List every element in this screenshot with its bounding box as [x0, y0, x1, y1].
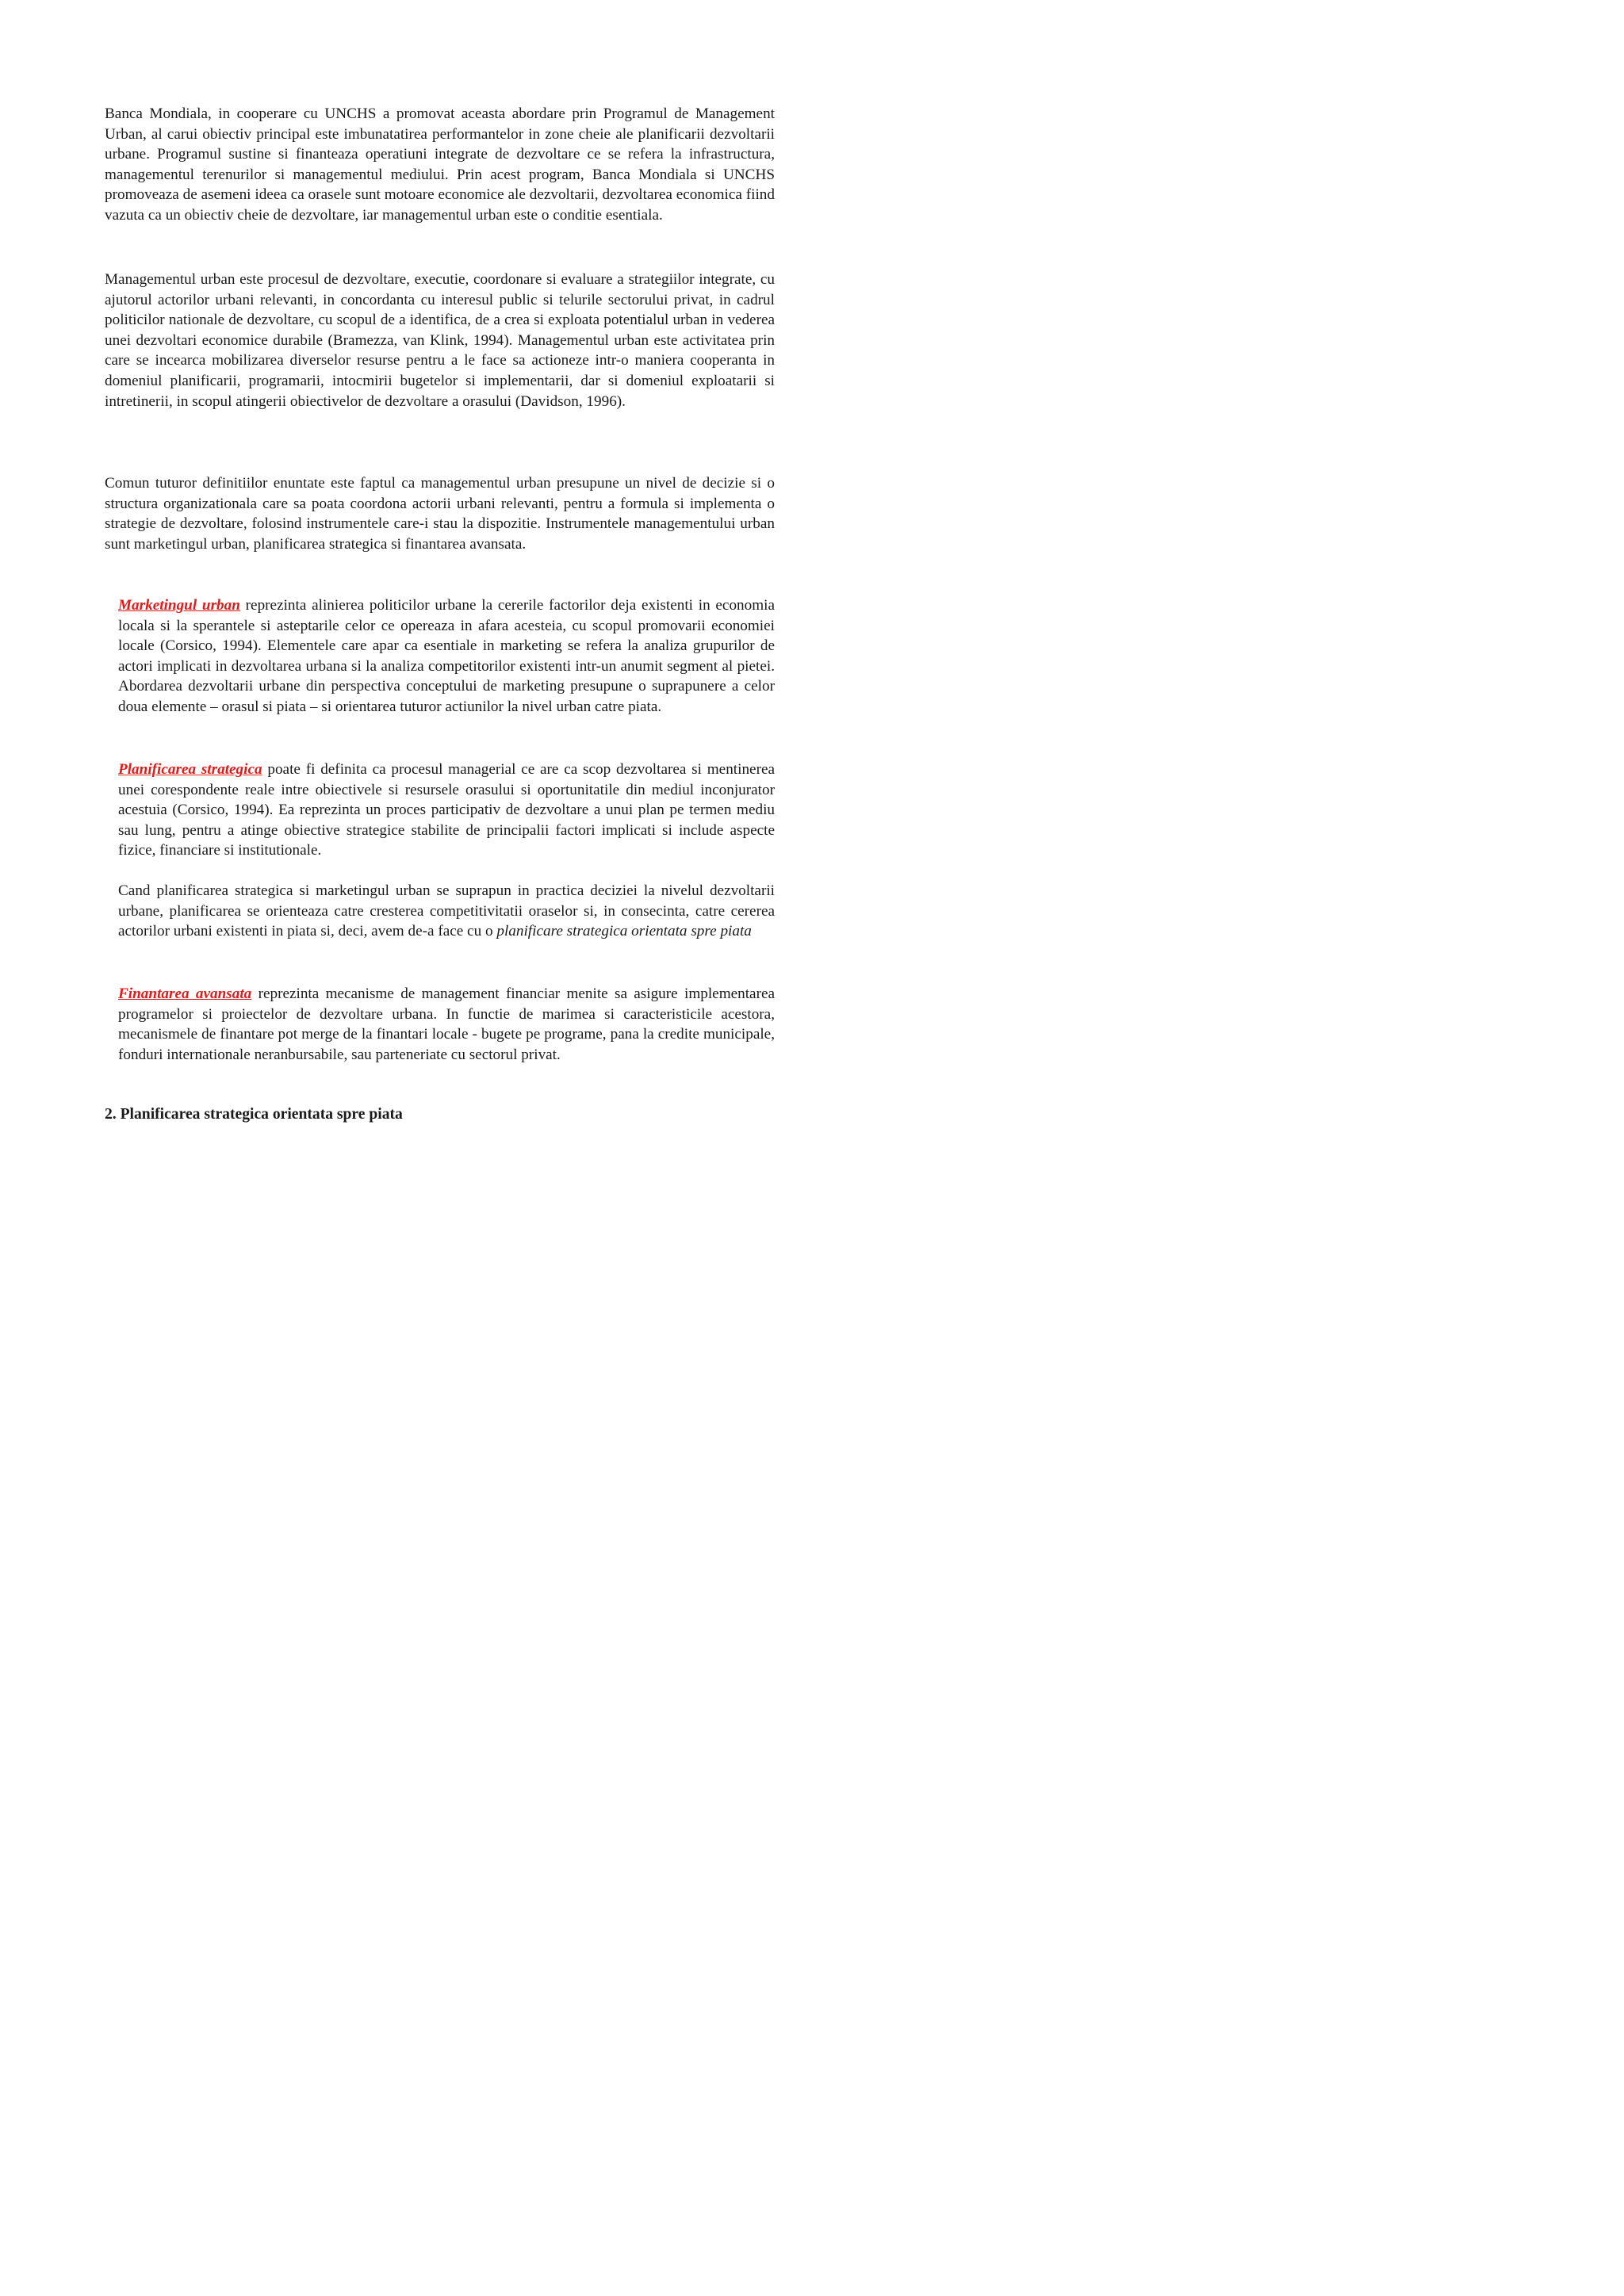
paragraph-cand-planificarea	[118, 881, 775, 942]
term-marketing-urban: Marketingul urban	[118, 597, 240, 614]
cand-planificarea-italic: planificare strategica orientata spre piata	[496, 923, 752, 940]
paragraph-marketing-urban	[118, 595, 775, 718]
paragraph-banca-mondiala: Banca Mondiala, in cooperare cu UNCHS a promovat aceasta abordare prin Programul de Management Urban, al carui obiectiv principal este imbunatatirea performantelor in zone cheie ale planificarii dezvoltarii urbane. Programul sustine si finanteaza operatiuni integrate de dezvoltare ce se refera la infrastructura, managementul terenurilor si managementul mediului. Prin acest program, Banca Mondiala si UNCHS promoveaza de asemeni ideea ca orasele sunt motoare economice ale dezvoltarii, dezvoltarea economica fiind vazuta ca un obiectiv cheie de dezvoltare, iar managementul urban este o conditie esentiala.	[105, 105, 775, 224]
planificare-strategica-text: poate fi definita ca procesul managerial ce are ca scop dezvoltarea si mentinerea unei corespondente reale intre obiectivele si resursele orasului si oportunitatile din mediul inconjurator acestuia (Corsico, 1994). Ea reprezinta un proces participativ de dezvoltare a unui plan pe termen mediu sau lung, pentru a atinge obiective strategice stabilite de principalii factori implicati si include aspecte fizice, financiare si institutionale.	[118, 761, 775, 859]
marketing-urban-text: reprezinta alinierea politicilor urbane la cererile factorilor deja existenti in economia locala si la sperantele si asteptarile celor ce opereaza in afara acesteia, cu scopul promovarii economiei locale (Corsico, 1994). Elementele care apar ca esentiale in marketing se refera la analiza grupurilor de actori implicati in dezvoltarea urbana si la analiza competitorilor existenti intr-un anumit segment al pietei. Abordarea dezvoltarii urbane din perspectiva conceptului de marketing presupune o suprapunere a celor doua elemente – orasul si piata – si orientarea tuturor actiunilor la nivel urban catre piata.	[118, 597, 775, 715]
finantare-avansata-text: reprezinta mecanisme de management financiar menite sa asigure implementarea programelor si proiectelor de dezvoltare urbana. In functie de marimea si caracteristicile acestora, mecanismele de finantare pot merge de la finantari locale - bugete pe programe, pana la credite municipale, fonduri internationale neranbursabile, sau parteneriate cu sectorul privat.	[118, 985, 775, 1063]
cand-planificarea-text: Cand planificarea strategica si marketingul urban se suprapun in practica deciziei la nivelul dezvoltarii urbane, planificarea se orienteaza catre cresterea competitivitatii oraselor si, in consecinta, catre cererea actorilor urbani existenti in piata si, deci, avem de-a face cu o	[118, 882, 775, 940]
paragraph-finantare-avansata	[118, 984, 775, 1065]
term-planificare-strategica: Planificarea strategica	[118, 761, 262, 778]
paragraph-instruments: Comun tuturor definitiilor enuntate este faptul ca managementul urban presupune un nivel de decizie si o structura organizationala care sa poata coordona actorii urbani relevanti, pentru a formula si implementa o strategie de dezvoltare, folosind instrumentele care-i stau la dispozitie. Instrumentele managementului urban sunt marketingul urban, planificarea strategica si finantarea avansata.	[105, 475, 775, 553]
section-heading: 2. Planificarea strategica orientata spre piata	[105, 1106, 403, 1123]
term-finantare-avansata: Finantarea avansata	[118, 985, 252, 1002]
paragraph-management-urban-definition: Managementul urban este procesul de dezvoltare, executie, coordonare si evaluare a strategiilor integrate, cu ajutorul actorilor urbani relevanti, in concordanta cu interesul public si telurile sectorului privat, in cadrul politicilor nationale de dezvoltare, cu scopul de a identifica, de a crea si exploata potentialul urban in vederea unei dezvoltari economice durabile (Bramezza, van Klink, 1994). Managementul urban este activitatea prin care se incearca mobilizarea diverselor resurse pentru a le face sa actioneze intr-o maniera cooperanta in domeniul planificarii, programarii, intocmirii bugetelor si implementarii, dar si domeniul exploatarii si intretinerii, in scopul atingerii obiectivelor de dezvoltare a orasului (Davidson, 1996).	[105, 271, 775, 410]
document-page	[0, 0, 879, 1243]
paragraph-planificare-strategica	[118, 760, 775, 861]
